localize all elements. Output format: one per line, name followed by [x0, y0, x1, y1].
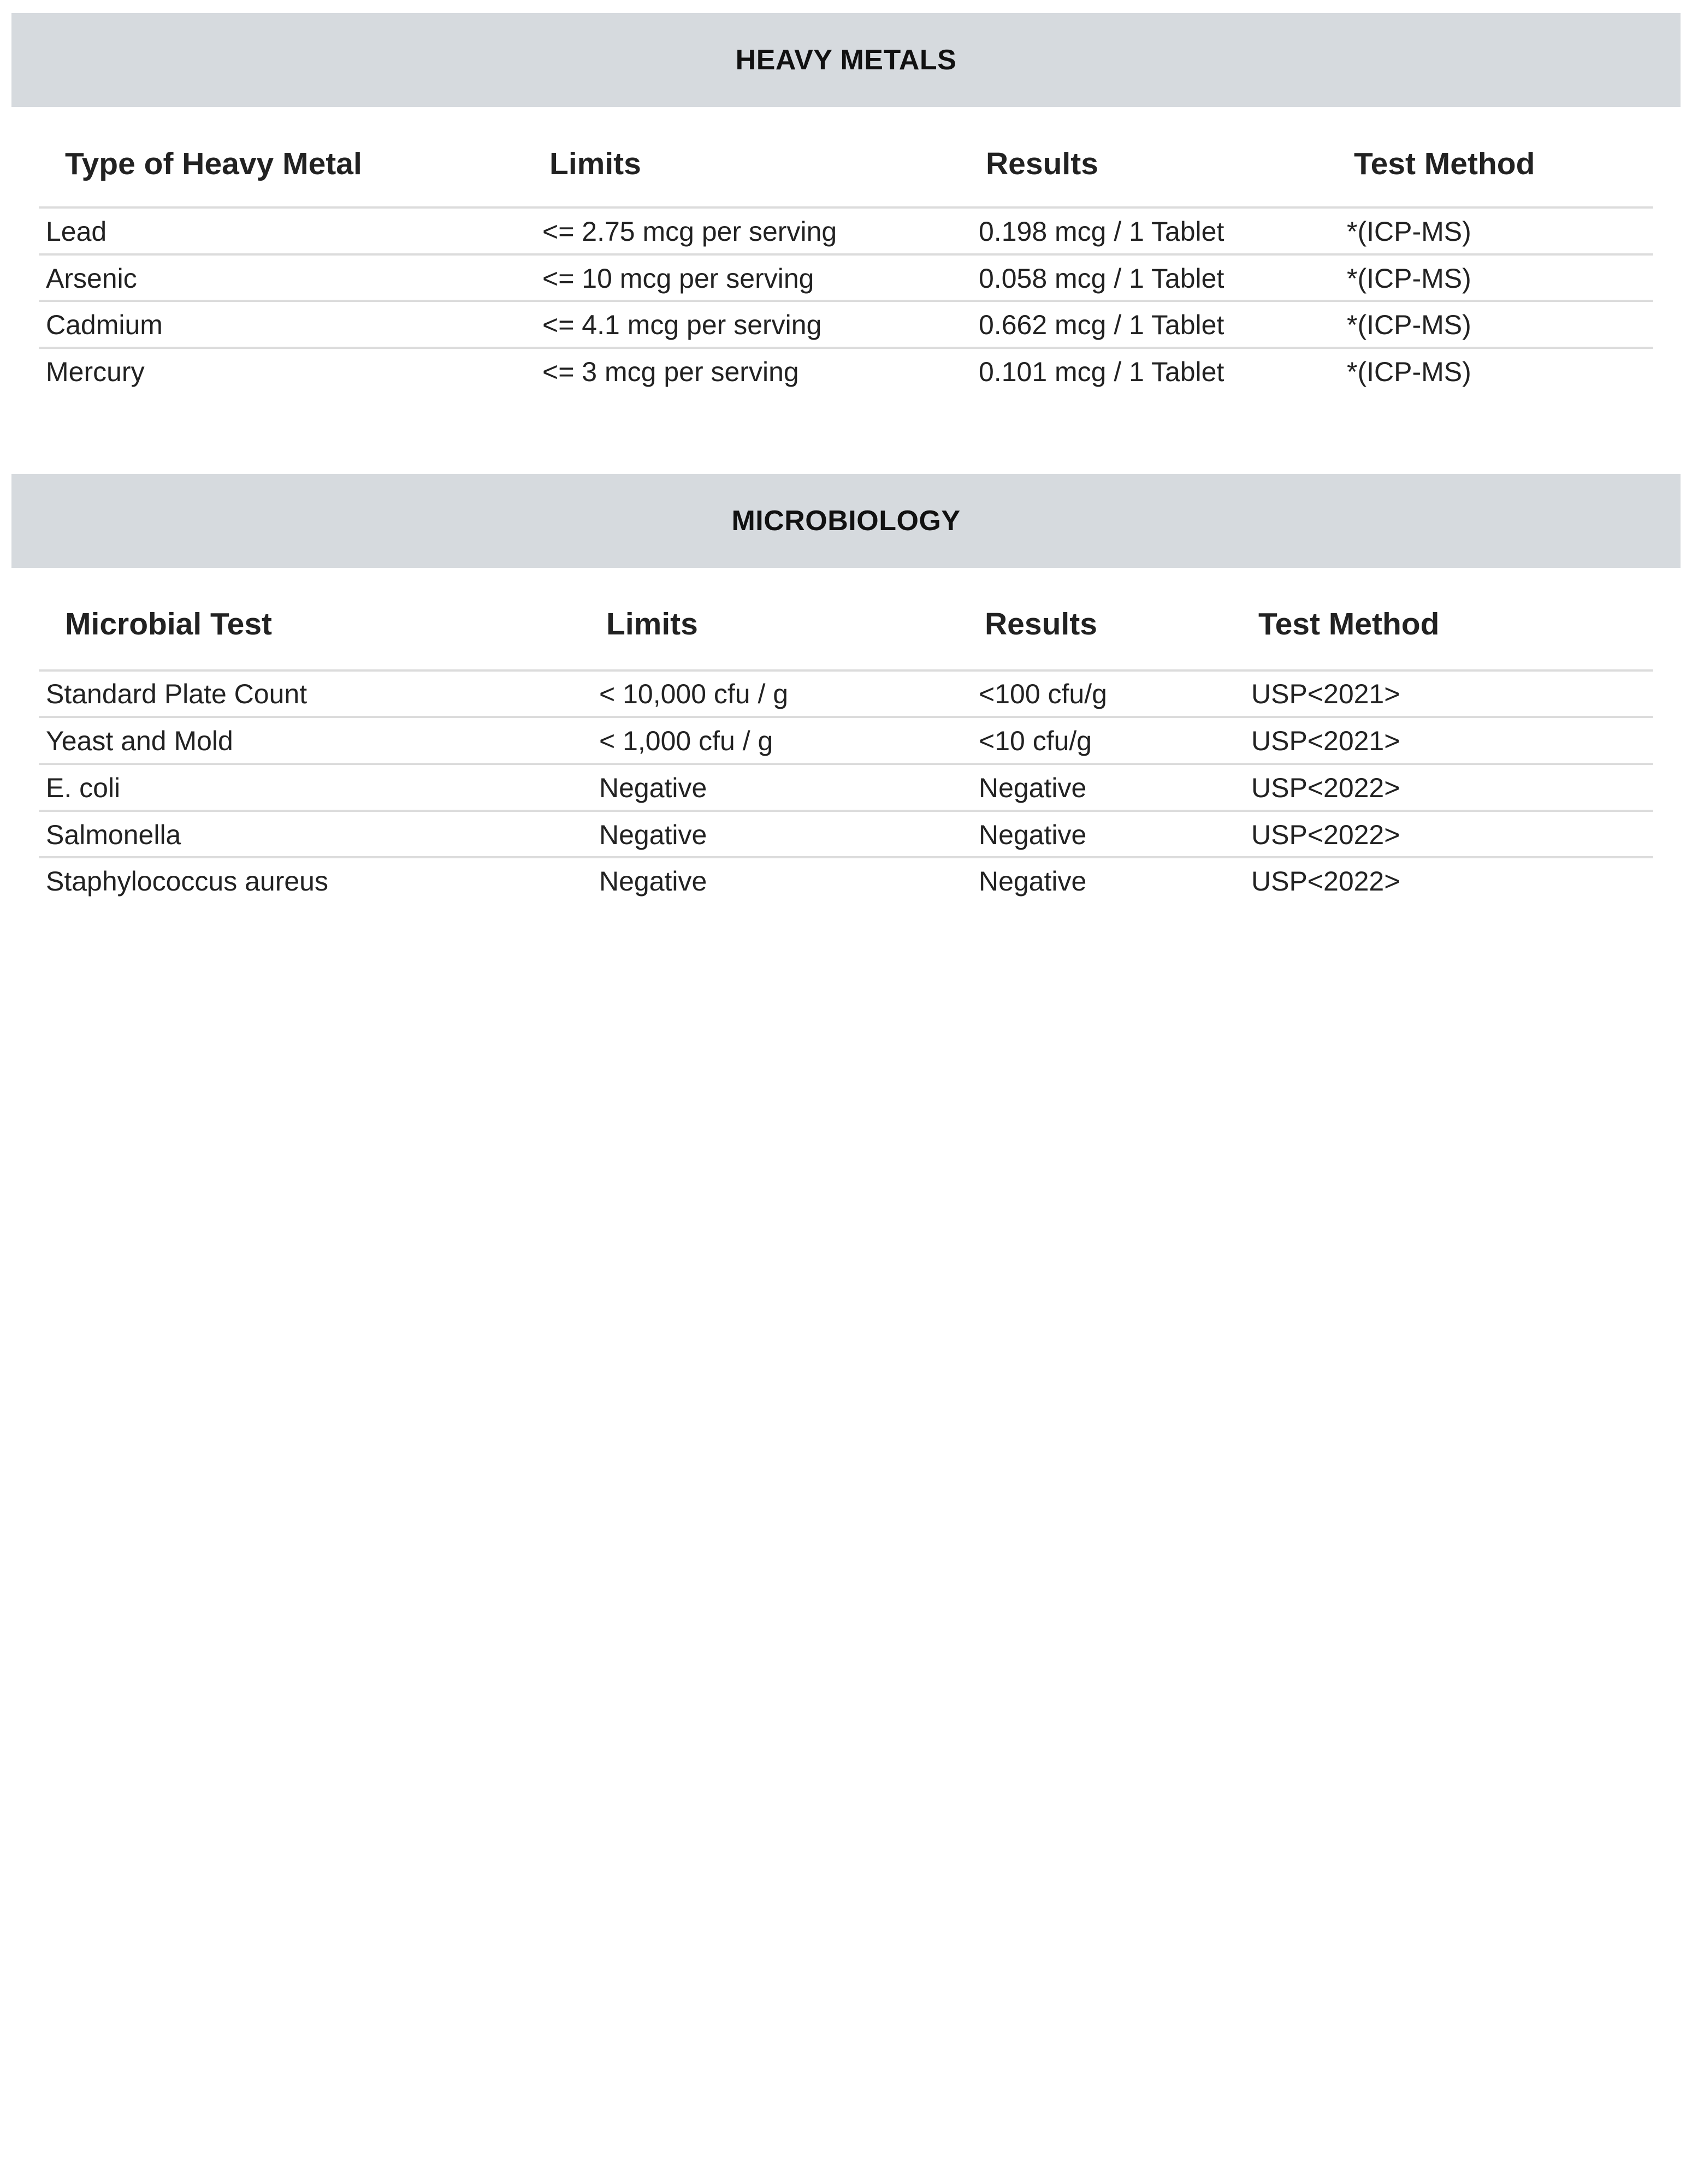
- row-divider: [39, 253, 1653, 256]
- table-cell: Salmonella: [46, 820, 181, 850]
- table-cell: <= 2.75 mcg per serving: [542, 216, 837, 247]
- row-divider: [39, 347, 1653, 349]
- heavy-metals-header-rule: [39, 206, 1653, 209]
- microbiology-col-limits: Limits: [606, 607, 698, 642]
- table-cell: USP<2022>: [1251, 866, 1400, 897]
- table-cell: < 1,000 cfu / g: [599, 726, 773, 756]
- table-cell: 0.058 mcg / 1 Tablet: [979, 263, 1224, 294]
- heavy-metals-col-limits: Limits: [549, 146, 641, 181]
- heavy-metals-col-type: Type of Heavy Metal: [65, 146, 362, 181]
- microbiology-col-results: Results: [985, 607, 1097, 642]
- table-cell: 0.198 mcg / 1 Tablet: [979, 216, 1224, 247]
- table-cell: <100 cfu/g: [979, 679, 1107, 709]
- table-cell: USP<2021>: [1251, 679, 1400, 709]
- table-cell: Negative: [599, 773, 707, 803]
- table-cell: 0.101 mcg / 1 Tablet: [979, 357, 1224, 387]
- heavy-metals-title: HEAVY METALS: [11, 13, 1681, 107]
- table-cell: *(ICP-MS): [1347, 263, 1471, 294]
- microbiology-col-test: Microbial Test: [65, 607, 273, 642]
- table-cell: *(ICP-MS): [1347, 216, 1471, 247]
- microbiology-title: MICROBIOLOGY: [11, 474, 1681, 568]
- row-divider: [39, 300, 1653, 302]
- table-cell: 0.662 mcg / 1 Tablet: [979, 310, 1224, 340]
- table-cell: Yeast and Mold: [46, 726, 233, 756]
- table-cell: <= 3 mcg per serving: [542, 357, 799, 387]
- table-cell: Mercury: [46, 357, 145, 387]
- table-cell: < 10,000 cfu / g: [599, 679, 789, 709]
- table-cell: Arsenic: [46, 263, 137, 294]
- table-cell: Negative: [979, 820, 1087, 850]
- table-cell: Standard Plate Count: [46, 679, 307, 709]
- table-cell: Negative: [599, 866, 707, 897]
- table-cell: *(ICP-MS): [1347, 357, 1471, 387]
- table-cell: Cadmium: [46, 310, 163, 340]
- table-cell: Negative: [979, 773, 1087, 803]
- table-cell: <= 4.1 mcg per serving: [542, 310, 822, 340]
- table-cell: <10 cfu/g: [979, 726, 1092, 756]
- row-divider: [39, 763, 1653, 765]
- table-cell: Negative: [599, 820, 707, 850]
- table-cell: USP<2022>: [1251, 773, 1400, 803]
- table-cell: USP<2021>: [1251, 726, 1400, 756]
- heavy-metals-col-results: Results: [986, 146, 1098, 181]
- row-divider: [39, 716, 1653, 718]
- row-divider: [39, 856, 1653, 858]
- microbiology-col-method: Test Method: [1258, 607, 1440, 642]
- table-cell: Negative: [979, 866, 1087, 897]
- row-divider: [39, 810, 1653, 812]
- table-cell: *(ICP-MS): [1347, 310, 1471, 340]
- table-cell: Lead: [46, 216, 107, 247]
- table-cell: USP<2022>: [1251, 820, 1400, 850]
- table-cell: Staphylococcus aureus: [46, 866, 328, 897]
- microbiology-header-rule: [39, 669, 1653, 672]
- table-cell: <= 10 mcg per serving: [542, 263, 814, 294]
- heavy-metals-col-method: Test Method: [1354, 146, 1535, 181]
- table-cell: E. coli: [46, 773, 121, 803]
